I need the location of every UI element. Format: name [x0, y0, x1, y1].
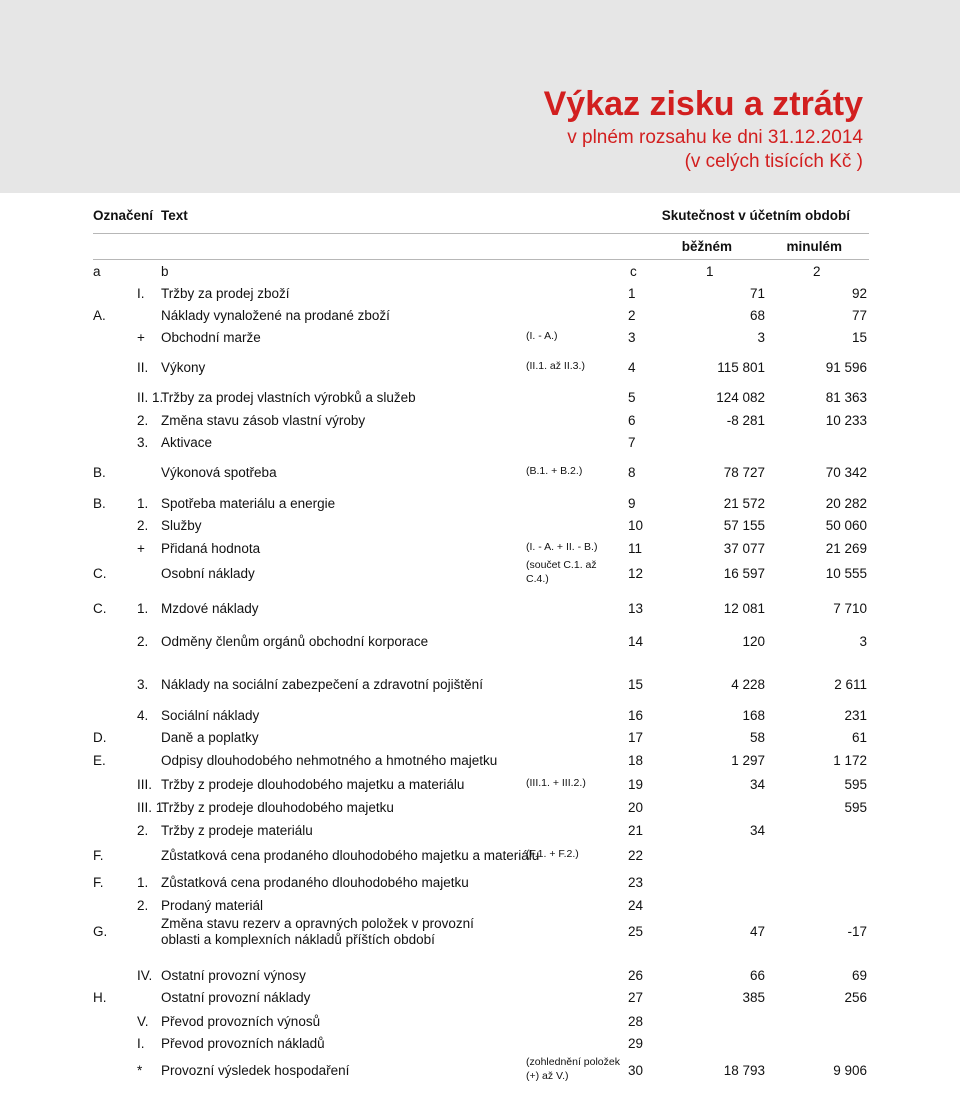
row-number: 2	[628, 308, 636, 323]
row-current-period: 12 081	[723, 601, 765, 616]
row-previous-period: 91 596	[825, 360, 867, 375]
row-number: 10	[628, 518, 644, 533]
row-current-period: 16 597	[723, 566, 765, 581]
row-text: Odměny členům orgánů obchodní korporace	[161, 634, 429, 649]
row-text: Změna stavu rezerv a opravných položek v provozní oblasti a komplexních nákladů příštích období	[161, 916, 474, 947]
row-previous-period: -17	[847, 924, 867, 939]
row-previous-period: 256	[844, 990, 867, 1005]
row-current-period: 34	[749, 823, 765, 838]
row-calculation: (I. - A.)	[526, 330, 558, 342]
row-number: 6	[628, 413, 636, 428]
row-previous-period: 7 710	[833, 601, 867, 616]
row-subcode: 1.	[137, 875, 149, 890]
report-unit: (v celých tisících Kč )	[684, 151, 863, 172]
column-letter-a: a	[93, 264, 101, 279]
row-code: H.	[93, 990, 107, 1005]
row-current-period: 1 297	[731, 753, 765, 768]
row-previous-period: 81 363	[825, 390, 867, 405]
column-number-2: 2	[813, 264, 821, 279]
row-code: E.	[93, 753, 106, 768]
row-calculation: (II.1. až II.3.)	[526, 360, 585, 372]
row-number: 17	[628, 730, 644, 745]
row-previous-period: 3	[859, 634, 867, 649]
row-previous-period: 9 906	[833, 1063, 867, 1078]
row-number: 30	[628, 1063, 644, 1078]
row-subcode: II. 1.	[137, 390, 164, 405]
row-number: 29	[628, 1036, 644, 1051]
row-number: 13	[628, 601, 644, 616]
row-subcode: V.	[137, 1014, 149, 1029]
row-number: 18	[628, 753, 644, 768]
row-number: 7	[628, 435, 636, 450]
row-number: 8	[628, 465, 636, 480]
row-current-period: 385	[742, 990, 765, 1005]
row-number: 22	[628, 848, 644, 863]
row-number: 26	[628, 968, 644, 983]
row-previous-period: 92	[851, 286, 867, 301]
row-number: 27	[628, 990, 644, 1005]
row-current-period: 78 727	[723, 465, 765, 480]
row-subcode: 1.	[137, 496, 149, 511]
row-subcode: +	[137, 330, 145, 345]
subheader-divider	[93, 259, 869, 260]
row-previous-period: 20 282	[825, 496, 867, 511]
row-previous-period: 1 172	[833, 753, 867, 768]
row-current-period: 47	[749, 924, 765, 939]
row-previous-period: 69	[851, 968, 867, 983]
row-number: 9	[628, 496, 636, 511]
row-text: Služby	[161, 518, 202, 533]
row-text: Náklady na sociální zabezpečení a zdravotní pojištění	[161, 677, 483, 692]
row-text: Výkonová spotřeba	[161, 465, 277, 480]
row-current-period: 57 155	[723, 518, 765, 533]
row-number: 19	[628, 777, 644, 792]
row-text: Osobní náklady	[161, 566, 255, 581]
row-text: Mzdové náklady	[161, 601, 259, 616]
row-text: Tržby z prodeje dlouhodobého majetku a materiálu	[161, 777, 465, 792]
column-letter-b: b	[161, 264, 169, 279]
row-current-period: 71	[749, 286, 765, 301]
page-title: Výkaz zisku a ztráty	[543, 85, 863, 123]
row-text: Přidaná hodnota	[161, 541, 261, 556]
column-header-bezne: běžném	[681, 239, 732, 254]
row-subcode: II.	[137, 360, 149, 375]
row-previous-period: 231	[844, 708, 867, 723]
row-previous-period: 595	[844, 800, 867, 815]
row-previous-period: 2 611	[834, 677, 867, 692]
row-calculation: (I. - A. + II. - B.)	[526, 541, 598, 553]
row-text: Ostatní provozní výnosy	[161, 968, 306, 983]
row-subcode: 2.	[137, 518, 149, 533]
row-text: Změna stavu zásob vlastní výroby	[161, 413, 366, 428]
row-text: Zůstatková cena prodaného dlouhodobého majetku a materiálu	[161, 848, 540, 863]
row-number: 5	[628, 390, 636, 405]
column-number-1: 1	[706, 264, 714, 279]
row-current-period: 18 793	[723, 1063, 765, 1078]
row-text: Náklady vynaložené na prodané zboží	[161, 308, 390, 323]
row-text: Prodaný materiál	[161, 898, 264, 913]
row-calculation: (B.1. + B.2.)	[526, 465, 583, 477]
row-subcode: 2.	[137, 634, 149, 649]
report-date: v plném rozsahu ke dni 31.12.2014	[567, 127, 863, 148]
row-code: D.	[93, 730, 107, 745]
row-current-period: 58	[749, 730, 765, 745]
row-text: Tržby z prodeje materiálu	[161, 823, 313, 838]
row-subcode: III. 1.	[137, 800, 168, 815]
row-subcode: +	[137, 541, 145, 556]
row-subcode: I.	[137, 286, 145, 301]
row-subcode: IV.	[137, 968, 153, 983]
row-code: B.	[93, 496, 106, 511]
row-text: Spotřeba materiálu a energie	[161, 496, 336, 511]
row-subcode: 2.	[137, 898, 149, 913]
row-number: 21	[628, 823, 644, 838]
row-subcode: III.	[137, 777, 153, 792]
row-current-period: 115 801	[717, 360, 765, 375]
row-calculation: (III.1. + III.2.)	[526, 777, 586, 789]
row-number: 25	[628, 924, 644, 939]
row-number: 15	[628, 677, 644, 692]
row-text: Tržby za prodej zboží	[161, 286, 290, 301]
row-code: F.	[93, 875, 104, 890]
row-text: Sociální náklady	[161, 708, 260, 723]
header-divider	[93, 233, 869, 234]
row-subcode: 3.	[137, 435, 149, 450]
row-current-period: 34	[749, 777, 765, 792]
row-number: 14	[628, 634, 644, 649]
row-text: Výkony	[161, 360, 206, 375]
row-text: Ostatní provozní náklady	[161, 990, 311, 1005]
row-calculation: (zohlednění položek (+) až V.)	[526, 1056, 620, 1082]
row-text: Tržby z prodeje dlouhodobého majetku	[161, 800, 394, 815]
row-current-period: 3	[757, 330, 765, 345]
row-code: C.	[93, 566, 107, 581]
row-number: 4	[628, 360, 636, 375]
row-previous-period: 15	[851, 330, 867, 345]
row-code: G.	[93, 924, 108, 939]
row-previous-period: 10 555	[825, 566, 867, 581]
row-current-period: 37 077	[723, 541, 765, 556]
row-number: 3	[628, 330, 636, 345]
row-subcode: 2.	[137, 823, 149, 838]
column-header-skutecnost: Skutečnost v účetním období	[661, 208, 850, 223]
row-current-period: 120	[742, 634, 765, 649]
row-current-period: 4 228	[731, 677, 765, 692]
row-calculation: (F.1. + F.2.)	[526, 848, 579, 860]
row-current-period: 124 082	[716, 390, 765, 405]
row-current-period: 68	[749, 308, 765, 323]
row-number: 20	[628, 800, 644, 815]
row-previous-period: 21 269	[825, 541, 867, 556]
row-previous-period: 61	[851, 730, 867, 745]
row-subcode: 1.	[137, 601, 149, 616]
row-subcode: I.	[137, 1036, 145, 1051]
row-text: Převod provozních nákladů	[161, 1036, 325, 1051]
column-header-oznaceni: Označení	[93, 208, 154, 223]
row-text: Aktivace	[161, 435, 213, 450]
row-number: 24	[628, 898, 644, 913]
column-letter-c: c	[630, 264, 637, 279]
row-previous-period: 10 233	[825, 413, 867, 428]
row-previous-period: 50 060	[825, 518, 867, 533]
column-header-text: Text	[161, 208, 188, 223]
row-text: Tržby za prodej vlastních výrobků a služeb	[161, 390, 416, 405]
row-number: 23	[628, 875, 644, 890]
row-code: A.	[93, 308, 106, 323]
row-text: Daně a poplatky	[161, 730, 259, 745]
row-code: F.	[93, 848, 104, 863]
row-number: 11	[628, 541, 643, 556]
row-subcode: 2.	[137, 413, 149, 428]
row-current-period: -8 281	[726, 413, 765, 428]
row-subcode: 4.	[137, 708, 149, 723]
row-calculation: (součet C.1. až C.4.)	[526, 559, 597, 585]
row-number: 1	[628, 286, 636, 301]
row-number: 12	[628, 566, 644, 581]
row-text: Převod provozních výnosů	[161, 1014, 321, 1029]
row-subcode: 3.	[137, 677, 149, 692]
row-code: C.	[93, 601, 107, 616]
row-text: Zůstatková cena prodaného dlouhodobého majetku	[161, 875, 469, 890]
row-previous-period: 70 342	[825, 465, 867, 480]
row-previous-period: 77	[851, 308, 867, 323]
row-current-period: 66	[749, 968, 765, 983]
row-current-period: 168	[742, 708, 765, 723]
row-text: Odpisy dlouhodobého nehmotného a hmotného majetku	[161, 753, 498, 768]
row-text: Obchodní marže	[161, 330, 261, 345]
row-text: Provozní výsledek hospodaření	[161, 1063, 350, 1078]
row-code: B.	[93, 465, 106, 480]
row-number: 28	[628, 1014, 644, 1029]
row-subcode: *	[137, 1063, 143, 1078]
row-current-period: 21 572	[723, 496, 765, 511]
row-previous-period: 595	[844, 777, 867, 792]
column-header-minule: minulém	[786, 239, 842, 254]
row-number: 16	[628, 708, 644, 723]
